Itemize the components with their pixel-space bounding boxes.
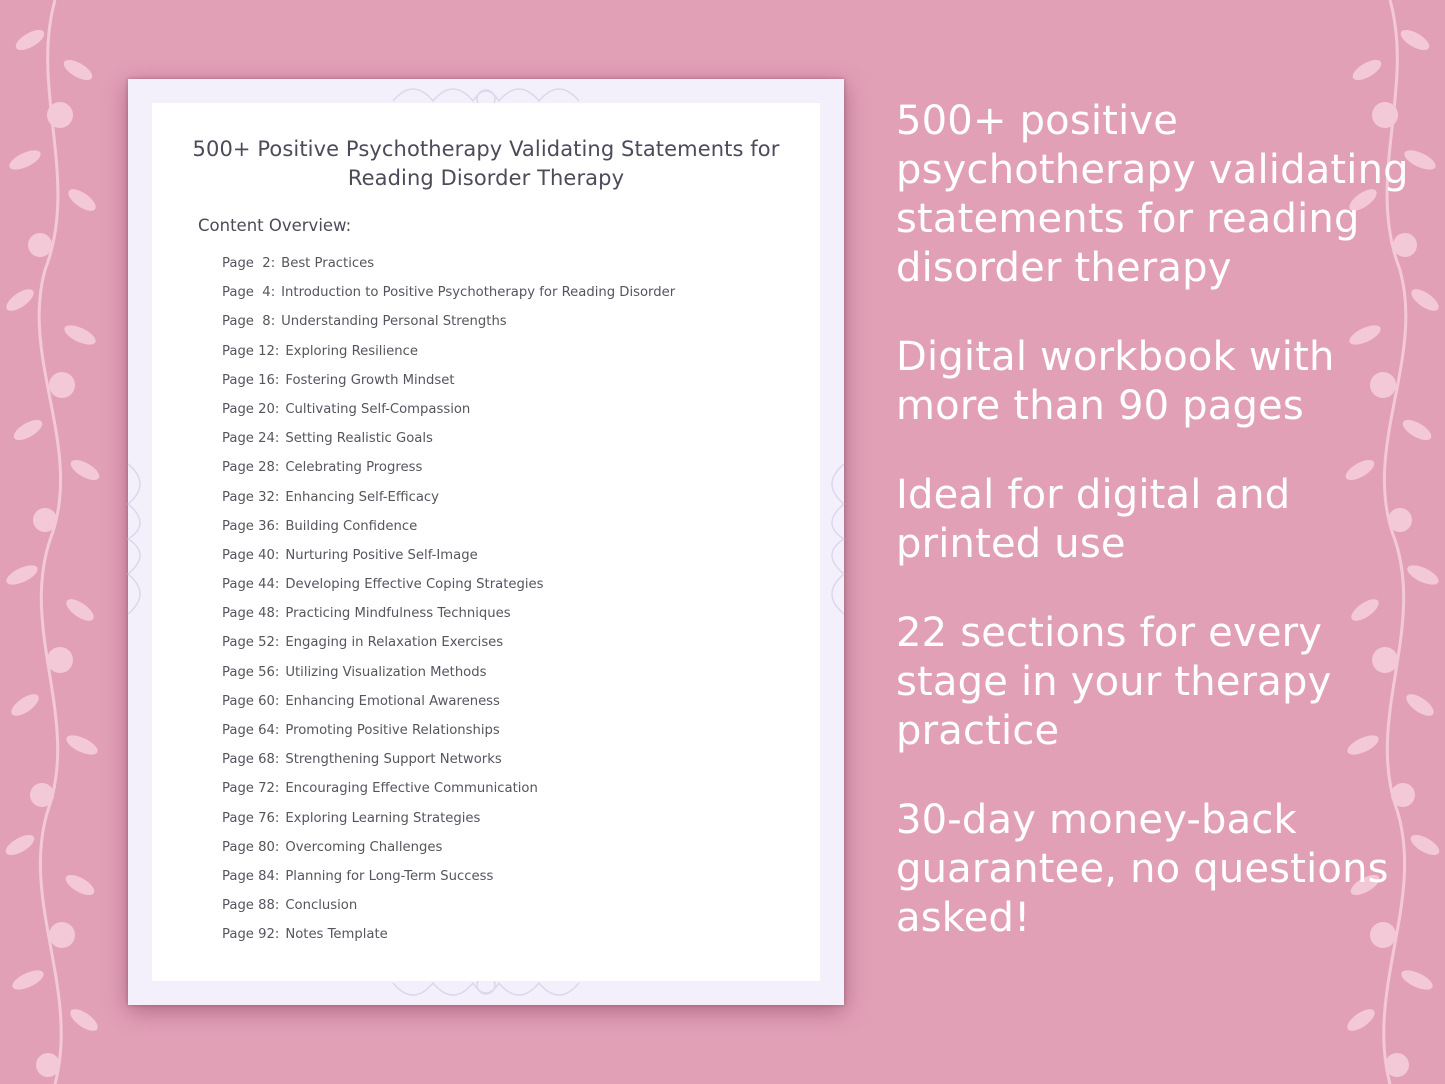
feature-list bbox=[896, 97, 1416, 983]
toc-page-number: Page 48: bbox=[222, 606, 280, 622]
toc-entry bbox=[222, 488, 675, 517]
toc-entry bbox=[222, 779, 675, 808]
document-title-line-1: 500+ Positive Psychotherapy Validating Statements for bbox=[192, 137, 780, 161]
toc-section-title: Promoting Positive Relationships bbox=[285, 723, 500, 738]
table-of-contents bbox=[222, 254, 675, 955]
toc-entry bbox=[222, 575, 675, 604]
toc-entry bbox=[222, 750, 675, 779]
toc-section-title: Utilizing Visualization Methods bbox=[285, 664, 487, 680]
toc-entry bbox=[222, 838, 675, 867]
toc-entry bbox=[222, 692, 675, 721]
toc-section-title: Developing Effective Coping Strategies bbox=[285, 577, 544, 593]
feature-guarantee: 30-day money-back guarantee, no questions asked! bbox=[896, 797, 1389, 941]
toc-entry bbox=[222, 867, 675, 896]
document-title bbox=[152, 135, 820, 193]
toc-entry bbox=[222, 371, 675, 400]
toc-section-title: Building Confidence bbox=[285, 518, 418, 534]
toc-page-number: Page 36: bbox=[222, 518, 280, 534]
toc-page-number: Page 84: bbox=[222, 868, 280, 884]
toc-section-title: Nurturing Positive Self-Image bbox=[285, 547, 478, 563]
mandala-right-icon bbox=[820, 454, 846, 624]
toc-entry bbox=[222, 604, 675, 633]
toc-page-number: Page 2: bbox=[222, 256, 276, 271]
toc-entry bbox=[222, 633, 675, 662]
toc-page-number: Page 4: bbox=[222, 285, 276, 301]
toc-entry bbox=[222, 809, 675, 838]
toc-page-number: Page 92: bbox=[222, 927, 280, 943]
toc-section-title: Exploring Resilience bbox=[285, 343, 418, 359]
toc-section-title: Engaging in Relaxation Exercises bbox=[285, 635, 504, 651]
toc-entry bbox=[222, 254, 675, 283]
toc-entry bbox=[222, 721, 675, 750]
toc-page-number: Page 20: bbox=[222, 401, 280, 417]
toc-section-title: Notes Template bbox=[285, 927, 388, 943]
toc-section-title: Overcoming Challenges bbox=[285, 839, 443, 855]
toc-page-number: Page 60: bbox=[222, 693, 280, 709]
mandala-top-icon bbox=[383, 77, 589, 103]
toc-section-title: Enhancing Emotional Awareness bbox=[285, 693, 500, 709]
toc-entry bbox=[222, 546, 675, 575]
toc-section-title: Fostering Growth Mindset bbox=[285, 372, 455, 388]
toc-page-number: Page 52: bbox=[222, 635, 280, 651]
mandala-left-icon bbox=[126, 454, 152, 624]
toc-page-number: Page 44: bbox=[222, 577, 280, 593]
toc-section-title: Celebrating Progress bbox=[285, 460, 423, 476]
content-overview-label: Content Overview: bbox=[198, 216, 352, 235]
toc-page-number: Page 88: bbox=[222, 898, 280, 914]
toc-entry bbox=[222, 342, 675, 371]
toc-section-title: Understanding Personal Strengths bbox=[281, 314, 507, 330]
toc-section-title: Cultivating Self-Compassion bbox=[285, 401, 471, 417]
toc-page-number: Page 64: bbox=[222, 723, 280, 738]
toc-page-number: Page 80: bbox=[222, 839, 280, 855]
toc-page-number: Page 68: bbox=[222, 752, 280, 768]
toc-page-number: Page 40: bbox=[222, 547, 280, 563]
toc-section-title: Encouraging Effective Communication bbox=[285, 781, 538, 797]
mandala-bottom-icon bbox=[383, 981, 589, 1007]
toc-page-number: Page 8: bbox=[222, 314, 276, 330]
toc-entry bbox=[222, 896, 675, 925]
toc-section-title: Conclusion bbox=[285, 898, 358, 914]
toc-section-title: Best Practices bbox=[281, 256, 375, 271]
toc-section-title: Planning for Long-Term Success bbox=[285, 868, 494, 884]
left-floral-vine bbox=[0, 0, 110, 1084]
toc-entry bbox=[222, 400, 675, 429]
toc-entry bbox=[222, 925, 675, 954]
document-title-line-2: Reading Disorder Therapy bbox=[347, 166, 625, 190]
toc-page-number: Page 28: bbox=[222, 460, 280, 476]
feature-page-count: Digital workbook with more than 90 pages bbox=[896, 334, 1335, 429]
toc-section-title: Practicing Mindfulness Techniques bbox=[285, 606, 511, 622]
toc-section-title: Enhancing Self-Efficacy bbox=[285, 489, 439, 505]
feature-statements-count: 500+ positive psychotherapy validating statements for reading disorder therapy bbox=[896, 98, 1409, 291]
feature-sections: 22 sections for every stage in your therapy practice bbox=[896, 610, 1332, 754]
toc-entry bbox=[222, 429, 675, 458]
workbook-page-preview bbox=[128, 79, 844, 1005]
toc-page-number: Page 56: bbox=[222, 664, 280, 680]
toc-page-number: Page 72: bbox=[222, 781, 280, 797]
toc-section-title: Strengthening Support Networks bbox=[285, 752, 502, 768]
page-content bbox=[152, 103, 820, 981]
toc-section-title: Introduction to Positive Psychotherapy for Reading Disorder bbox=[281, 285, 676, 301]
toc-page-number: Page 32: bbox=[222, 489, 280, 505]
toc-page-number: Page 24: bbox=[222, 431, 280, 447]
toc-entry bbox=[222, 663, 675, 692]
toc-page-number: Page 76: bbox=[222, 810, 280, 826]
toc-page-number: Page 12: bbox=[222, 343, 280, 359]
feature-usage: Ideal for digital and printed use bbox=[896, 472, 1291, 567]
toc-entry bbox=[222, 312, 675, 341]
toc-page-number: Page 16: bbox=[222, 372, 280, 388]
toc-section-title: Setting Realistic Goals bbox=[285, 431, 433, 447]
toc-entry bbox=[222, 283, 675, 312]
toc-section-title: Exploring Learning Strategies bbox=[285, 810, 481, 826]
toc-entry bbox=[222, 517, 675, 546]
toc-entry bbox=[222, 458, 675, 487]
